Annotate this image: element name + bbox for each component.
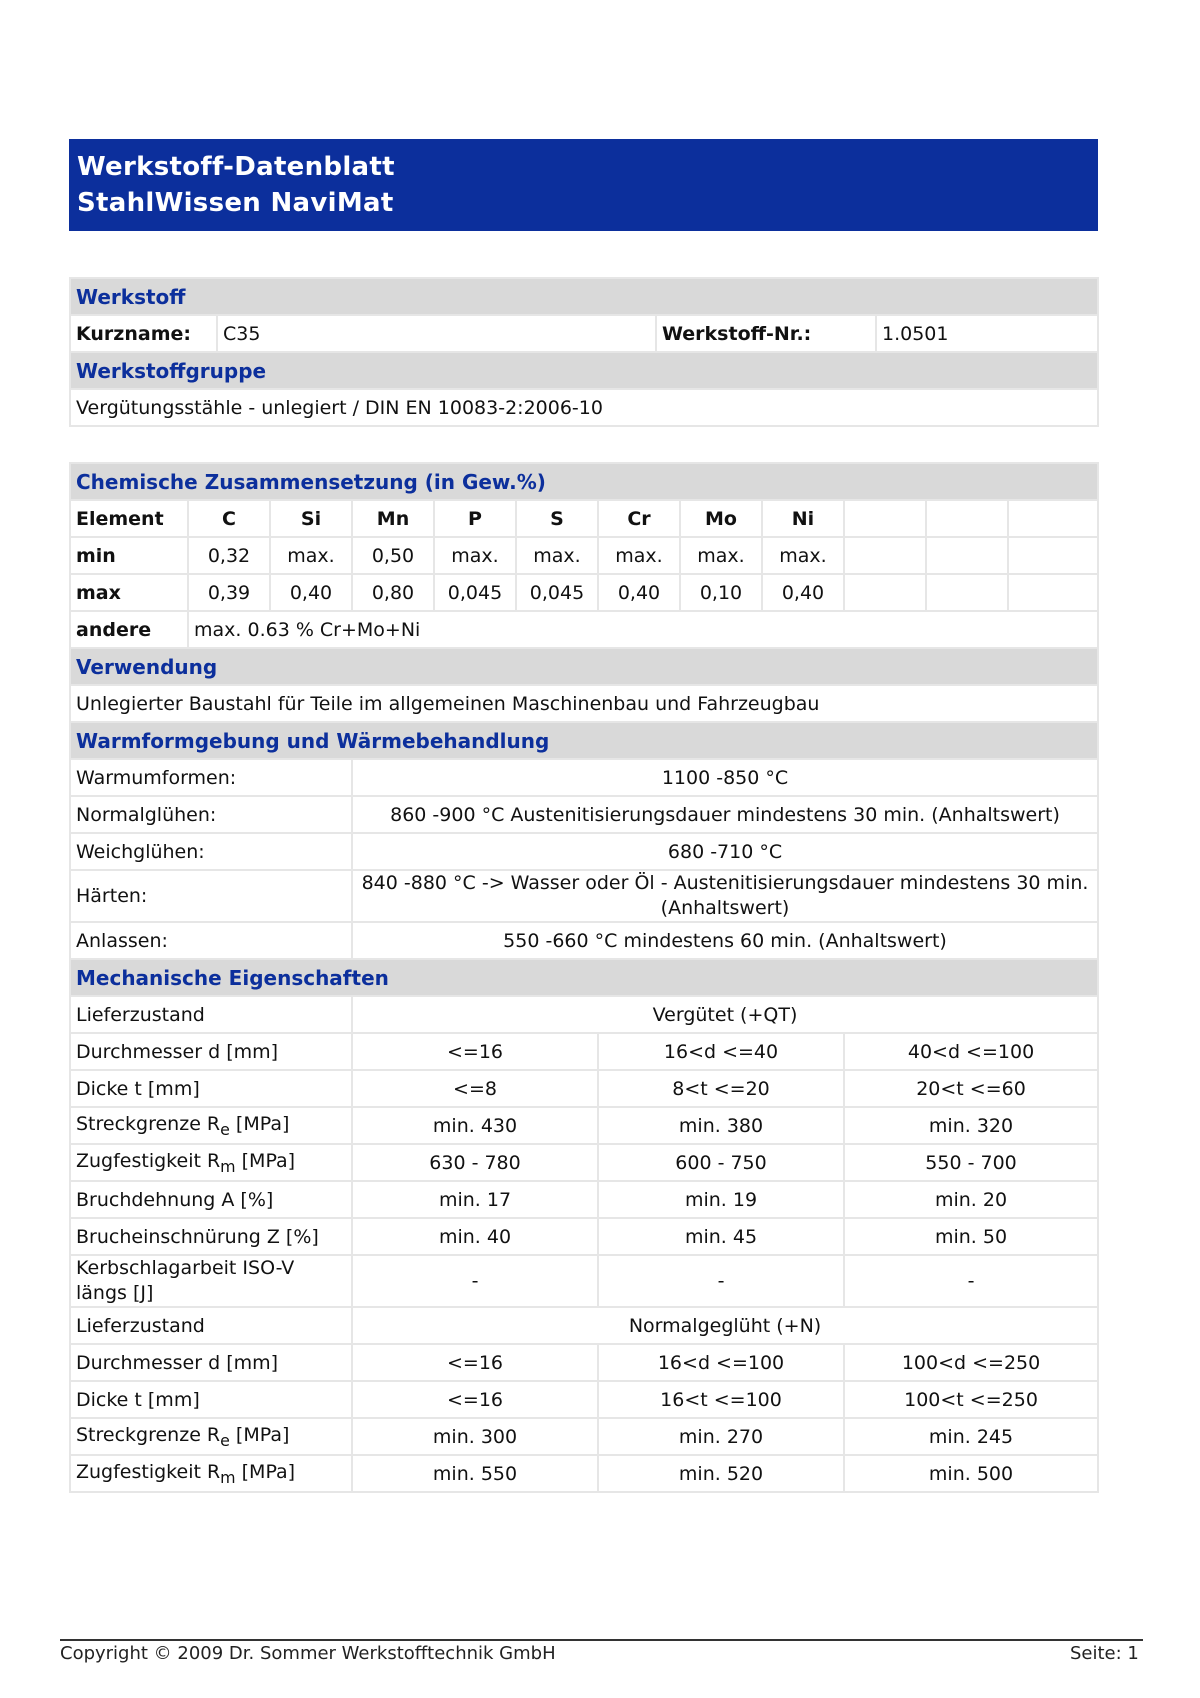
mech-cell: min. 500	[844, 1455, 1098, 1492]
werkstoff-table	[69, 277, 1099, 427]
min-cell: max.	[598, 537, 680, 574]
mech-row	[70, 1181, 1098, 1218]
footer-divider	[60, 1639, 1143, 1641]
waerme-label: Härten:	[70, 870, 352, 922]
mech-row	[70, 1307, 1098, 1344]
mech-cell: 100<d <=250	[844, 1344, 1098, 1381]
properties-table	[69, 462, 1099, 1493]
min-cell: max.	[270, 537, 352, 574]
waerme-header: Warmformgebung und Wärmebehandlung	[70, 722, 1098, 759]
max-label: max	[70, 574, 188, 611]
element-cell	[926, 500, 1008, 537]
max-cell: 0,045	[516, 574, 598, 611]
mech-row	[70, 1344, 1098, 1381]
waerme-row	[70, 870, 1098, 922]
durchmesser-label: Durchmesser d [mm]	[70, 1344, 352, 1381]
andere-label: andere	[70, 611, 188, 648]
element-cell	[1008, 500, 1098, 537]
mech-cell: min. 430	[352, 1107, 598, 1144]
werkstoff-header: Werkstoff	[70, 278, 1098, 315]
mech-header: Mechanische Eigenschaften	[70, 959, 1098, 996]
verwendung-header: Verwendung	[70, 648, 1098, 685]
footer-page-number: Seite: 1	[1070, 1643, 1139, 1664]
mech-row	[70, 996, 1098, 1033]
max-cell: 0,40	[270, 574, 352, 611]
waerme-label: Anlassen:	[70, 922, 352, 959]
verwendung-value: Unlegierter Baustahl für Teile im allgemeinen Maschinenbau und Fahrzeugbau	[70, 685, 1098, 722]
mech-cell: 16<d <=100	[598, 1344, 844, 1381]
mech-cell: min. 550	[352, 1455, 598, 1492]
waerme-row	[70, 833, 1098, 870]
mech-row	[70, 1107, 1098, 1144]
element-cell: Mn	[352, 500, 434, 537]
mech-cell: 40<d <=100	[844, 1033, 1098, 1070]
mech-cell: min. 270	[598, 1418, 844, 1455]
mech-cell: min. 50	[844, 1218, 1098, 1255]
waerme-row	[70, 796, 1098, 833]
min-cell: 0,50	[352, 537, 434, 574]
mech-cell: -	[598, 1255, 844, 1307]
mech-cell: 550 - 700	[844, 1144, 1098, 1181]
werkstoff-nr-label: Werkstoff-Nr.:	[656, 315, 876, 352]
mech-cell: min. 245	[844, 1418, 1098, 1455]
mech-cell: min. 320	[844, 1107, 1098, 1144]
lieferzustand-label: Lieferzustand	[70, 996, 352, 1033]
mech-cell: min. 380	[598, 1107, 844, 1144]
min-label: min	[70, 537, 188, 574]
waerme-row	[70, 759, 1098, 796]
mech-cell: min. 20	[844, 1181, 1098, 1218]
mech-cell: -	[352, 1255, 598, 1307]
chem-max-row	[70, 574, 1098, 611]
waerme-value: 680 -710 °C	[352, 833, 1098, 870]
max-cell	[844, 574, 926, 611]
mech-cell: min. 520	[598, 1455, 844, 1492]
waerme-value: 1100 -850 °C	[352, 759, 1098, 796]
durchmesser-label: Durchmesser d [mm]	[70, 1033, 352, 1070]
min-cell: max.	[762, 537, 844, 574]
mech-row	[70, 1033, 1098, 1070]
andere-value: max. 0.63 % Cr+Mo+Ni	[188, 611, 1098, 648]
mech-cell: <=16	[352, 1344, 598, 1381]
mech-row	[70, 1144, 1098, 1181]
kerbschlagarbeit-label: Kerbschlagarbeit ISO-V längs [J]	[70, 1255, 352, 1307]
max-cell: 0,10	[680, 574, 762, 611]
mech-row	[70, 1070, 1098, 1107]
mech-row	[70, 1218, 1098, 1255]
element-cell	[844, 500, 926, 537]
title-line-1: Werkstoff-Datenblatt	[77, 152, 395, 182]
min-cell	[844, 537, 926, 574]
mech-cell: min. 45	[598, 1218, 844, 1255]
chem-andere-row	[70, 611, 1098, 648]
waerme-row	[70, 922, 1098, 959]
chem-min-row	[70, 537, 1098, 574]
mech-cell: 20<t <=60	[844, 1070, 1098, 1107]
mech-cell: <=8	[352, 1070, 598, 1107]
mech-cell: 100<t <=250	[844, 1381, 1098, 1418]
zugfestigkeit-label: Zugfestigkeit $R_m$ [MPa]	[70, 1144, 352, 1181]
min-cell: max.	[434, 537, 516, 574]
element-cell: S	[516, 500, 598, 537]
zugfestigkeit-label: Zugfestigkeit $R_m$ [MPa]	[70, 1455, 352, 1492]
mech-cell: <=16	[352, 1033, 598, 1070]
element-cell: P	[434, 500, 516, 537]
mech-cell: min. 40	[352, 1218, 598, 1255]
element-cell: Mo	[680, 500, 762, 537]
lieferzustand-label: Lieferzustand	[70, 1307, 352, 1344]
werkstoff-nr-value: 1.0501	[876, 315, 1098, 352]
mech-cell: 16<t <=100	[598, 1381, 844, 1418]
title-line-2: StahlWissen NaviMat	[77, 188, 394, 218]
waerme-value: 840 -880 °C -> Wasser oder Öl - Austenitisierungsdauer mindestens 30 min. (Anhaltswert)	[352, 870, 1098, 922]
min-cell	[1008, 537, 1098, 574]
mech-cell: 16<d <=40	[598, 1033, 844, 1070]
element-cell: Cr	[598, 500, 680, 537]
mech-cell: min. 300	[352, 1418, 598, 1455]
brucheinschnuerung-label: Brucheinschnürung Z [%]	[70, 1218, 352, 1255]
mech-row	[70, 1455, 1098, 1492]
mech-cell: 8<t <=20	[598, 1070, 844, 1107]
bruchdehnung-label: Bruchdehnung A [%]	[70, 1181, 352, 1218]
dicke-label: Dicke t [mm]	[70, 1070, 352, 1107]
max-cell	[1008, 574, 1098, 611]
chem-element-row	[70, 500, 1098, 537]
element-label: Element	[70, 500, 188, 537]
kurzname-label: Kurzname:	[70, 315, 217, 352]
mech-cell: 630 - 780	[352, 1144, 598, 1181]
mech-cell: 600 - 750	[598, 1144, 844, 1181]
max-cell: 0,40	[598, 574, 680, 611]
lieferzustand-value: Normalgeglüht (+N)	[352, 1307, 1098, 1344]
element-cell: Si	[270, 500, 352, 537]
lieferzustand-value: Vergütet (+QT)	[352, 996, 1098, 1033]
mech-cell: min. 17	[352, 1181, 598, 1218]
mech-row	[70, 1381, 1098, 1418]
element-cell: C	[188, 500, 270, 537]
element-cell: Ni	[762, 500, 844, 537]
streckgrenze-label: Streckgrenze $R_e$ [MPa]	[70, 1107, 352, 1144]
werkstoffgruppe-header: Werkstoffgruppe	[70, 352, 1098, 389]
streckgrenze-label: Streckgrenze $R_e$ [MPa]	[70, 1418, 352, 1455]
mech-row	[70, 1418, 1098, 1455]
title-banner	[69, 139, 1098, 231]
max-cell	[926, 574, 1008, 611]
kurzname-value: C35	[217, 315, 656, 352]
max-cell: 0,045	[434, 574, 516, 611]
max-cell: 0,39	[188, 574, 270, 611]
waerme-value: 550 -660 °C mindestens 60 min. (Anhaltswert)	[352, 922, 1098, 959]
mech-row	[70, 1255, 1098, 1307]
min-cell	[926, 537, 1008, 574]
footer-copyright: Copyright © 2009 Dr. Sommer Werkstofftechnik GmbH	[60, 1643, 556, 1664]
waerme-value: 860 -900 °C Austenitisierungsdauer mindestens 30 min. (Anhaltswert)	[352, 796, 1098, 833]
chem-header: Chemische Zusammensetzung (in Gew.%)	[70, 463, 1098, 500]
werkstoffgruppe-value: Vergütungsstähle - unlegiert / DIN EN 10083-2:2006-10	[70, 389, 1098, 426]
min-cell: max.	[680, 537, 762, 574]
mech-cell: min. 19	[598, 1181, 844, 1218]
mech-cell: -	[844, 1255, 1098, 1307]
waerme-label: Weichglühen:	[70, 833, 352, 870]
min-cell: max.	[516, 537, 598, 574]
waerme-label: Normalglühen:	[70, 796, 352, 833]
waerme-label: Warmumformen:	[70, 759, 352, 796]
dicke-label: Dicke t [mm]	[70, 1381, 352, 1418]
max-cell: 0,80	[352, 574, 434, 611]
min-cell: 0,32	[188, 537, 270, 574]
mech-cell: <=16	[352, 1381, 598, 1418]
max-cell: 0,40	[762, 574, 844, 611]
